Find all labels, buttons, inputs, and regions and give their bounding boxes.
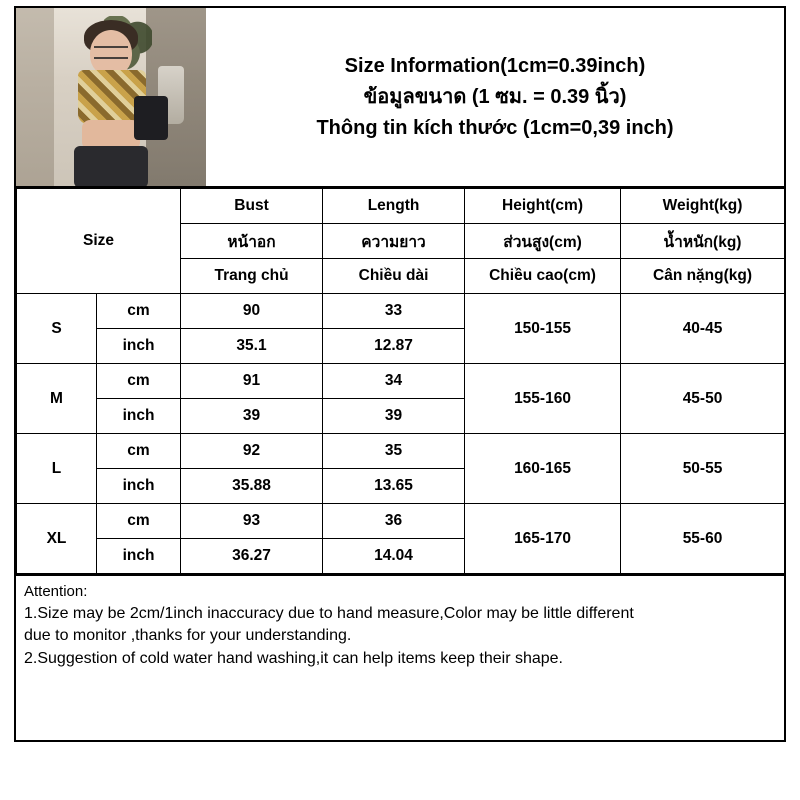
table-row — [17, 504, 785, 539]
length-inch-m: 39 — [323, 399, 465, 434]
unit-cm-m: cm — [97, 364, 181, 399]
unit-cm-s: cm — [97, 294, 181, 329]
weight-m: 45-50 — [621, 364, 785, 434]
height-m: 155-160 — [465, 364, 621, 434]
title-line-th: ข้อมูลขนาด (1 ซม. = 0.39 นิ้ว) — [363, 85, 627, 108]
weight-s: 40-45 — [621, 294, 785, 364]
length-inch-l: 13.65 — [323, 469, 465, 504]
unit-inch-s: inch — [97, 329, 181, 364]
unit-inch-m: inch — [97, 399, 181, 434]
header-weight-vi: Cân nặng(kg) — [621, 259, 785, 294]
unit-inch-l: inch — [97, 469, 181, 504]
table-header-row-en — [17, 189, 785, 224]
table-row — [17, 364, 785, 399]
attention-line-1: 1.Size may be 2cm/1inch inaccuracy due to hand measure,Color may be little different — [24, 604, 634, 622]
header-weight-th: น้ำหนัก(kg) — [621, 224, 785, 259]
header-bust-th: หน้าอก — [181, 224, 323, 259]
header-length-th: ความยาว — [323, 224, 465, 259]
title-line-vi: Thông tin kích thước (1cm=0,39 inch) — [316, 116, 674, 139]
header-height-th: ส่วนสูง(cm) — [465, 224, 621, 259]
size-column-header: Size — [17, 189, 181, 294]
length-cm-xl: 36 — [323, 504, 465, 539]
title-block — [206, 8, 784, 186]
weight-xl: 55-60 — [621, 504, 785, 574]
header-height-vi: Chiều cao(cm) — [465, 259, 621, 294]
length-cm-m: 34 — [323, 364, 465, 399]
height-xl: 165-170 — [465, 504, 621, 574]
attention-line-2: due to monitor ,thanks for your understanding. — [24, 627, 352, 645]
header-weight-en: Weight(kg) — [621, 189, 785, 224]
row-size-m: M — [17, 364, 97, 434]
unit-cm-l: cm — [97, 434, 181, 469]
bust-inch-l: 35.88 — [181, 469, 323, 504]
bust-inch-xl: 36.27 — [181, 539, 323, 574]
bust-cm-m: 91 — [181, 364, 323, 399]
unit-cm-xl: cm — [97, 504, 181, 539]
bust-cm-l: 92 — [181, 434, 323, 469]
bust-cm-xl: 93 — [181, 504, 323, 539]
size-chart-sheet — [14, 6, 786, 742]
header-height-en: Height(cm) — [465, 189, 621, 224]
length-inch-s: 12.87 — [323, 329, 465, 364]
weight-l: 50-55 — [621, 434, 785, 504]
header-length-en: Length — [323, 189, 465, 224]
bust-inch-s: 35.1 — [181, 329, 323, 364]
bust-inch-m: 39 — [181, 399, 323, 434]
row-size-l: L — [17, 434, 97, 504]
glasses-icon — [94, 46, 128, 59]
length-inch-xl: 14.04 — [323, 539, 465, 574]
header-length-vi: Chiều dài — [323, 259, 465, 294]
height-l: 160-165 — [465, 434, 621, 504]
chart-header — [16, 8, 784, 188]
table-row — [17, 294, 785, 329]
size-table — [16, 188, 785, 574]
unit-inch-xl: inch — [97, 539, 181, 574]
photo-wall-left — [16, 8, 54, 186]
length-cm-s: 33 — [323, 294, 465, 329]
length-cm-l: 35 — [323, 434, 465, 469]
attention-line-3: 2.Suggestion of cold water hand washing,it can help items keep their shape. — [24, 650, 563, 668]
row-size-xl: XL — [17, 504, 97, 574]
header-bust-en: Bust — [181, 189, 323, 224]
photo-model-bag — [134, 96, 168, 140]
height-s: 150-155 — [465, 294, 621, 364]
title-line-en: Size Information(1cm=0.39inch) — [344, 54, 646, 77]
row-size-s: S — [17, 294, 97, 364]
attention-block — [16, 574, 784, 676]
header-bust-vi: Trang chủ — [181, 259, 323, 294]
bust-cm-s: 90 — [181, 294, 323, 329]
product-photo — [16, 8, 206, 186]
table-row — [17, 434, 785, 469]
photo-model-skirt — [74, 146, 148, 186]
attention-heading: Attention: — [24, 583, 88, 600]
